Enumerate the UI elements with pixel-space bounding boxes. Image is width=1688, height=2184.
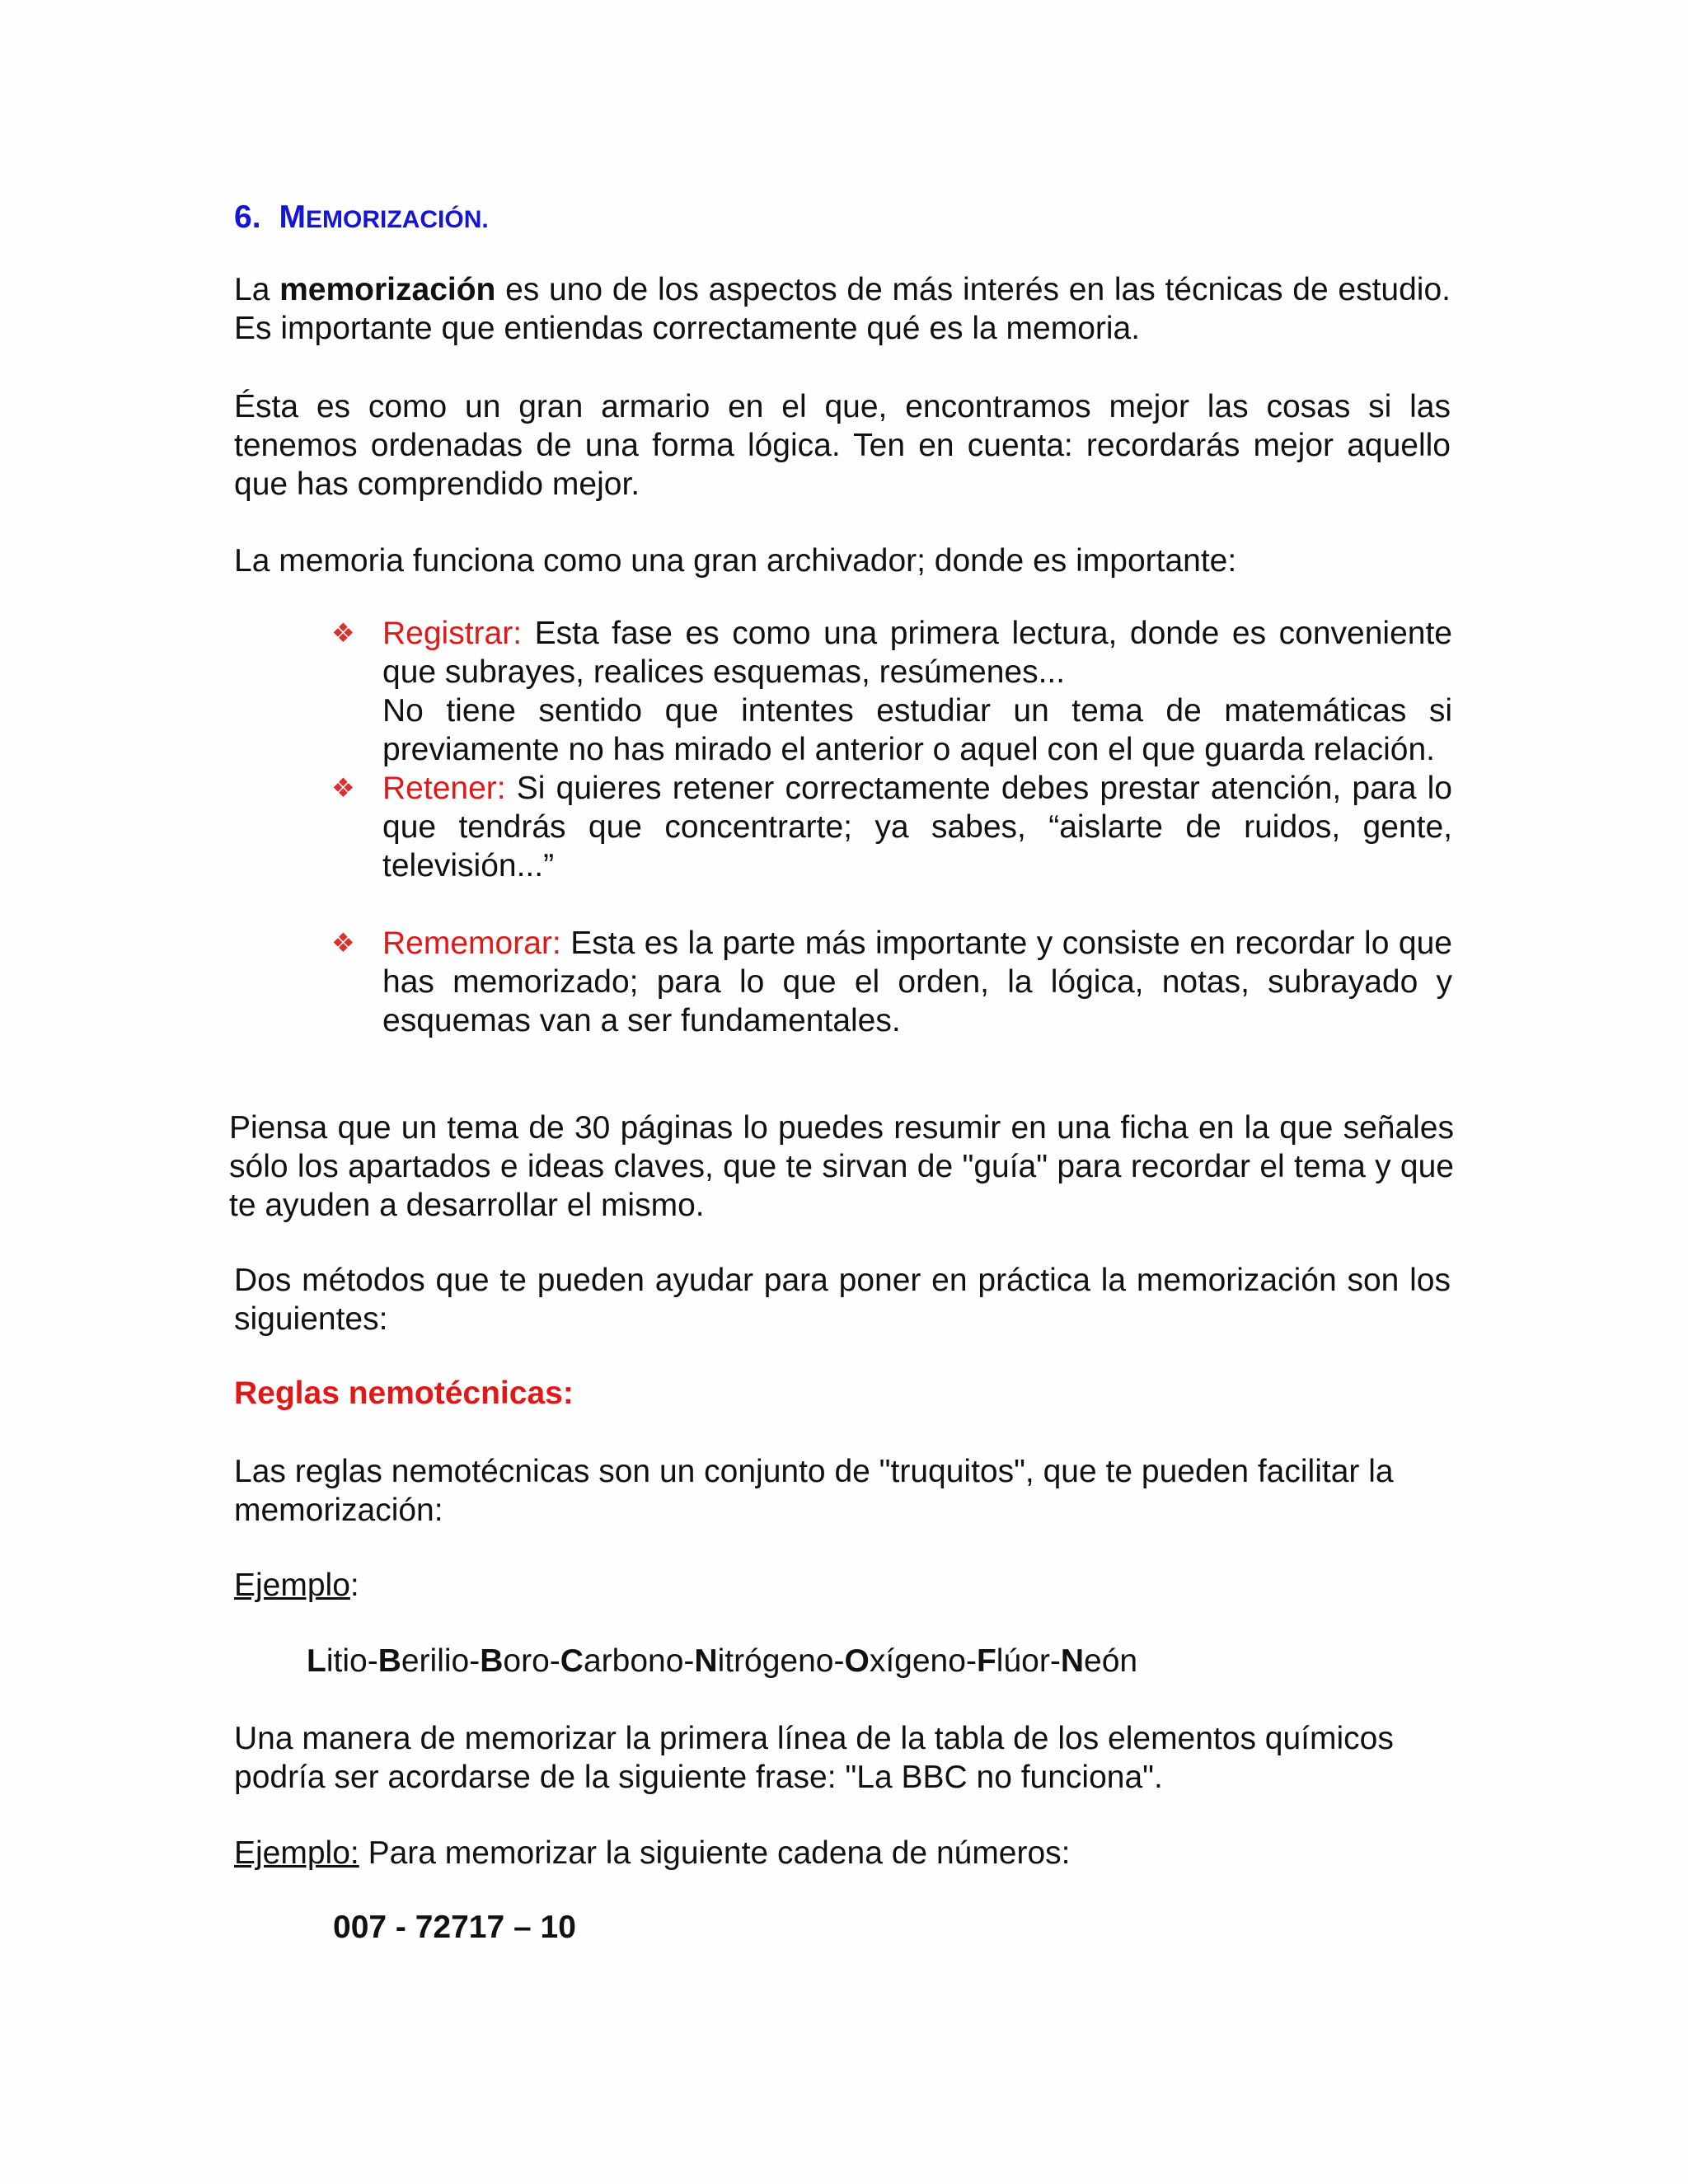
number-chain: 007 - 72717 – 10 (333, 1910, 576, 1945)
example-label-1 (234, 1566, 359, 1605)
term-retener: Retener: (382, 771, 506, 806)
element-rest: erilio (401, 1643, 470, 1679)
example-label-text: Ejemplo (234, 1568, 350, 1603)
element-separator: - (549, 1643, 560, 1679)
text-registrar-extra: No tiene sentido que intentes estudiar un tema de matemáticas si previamente no has mirado el anterior o aquel con el que guarda relación. (382, 693, 1452, 767)
element-initial: C (560, 1643, 584, 1679)
example-label-2 (234, 1834, 1071, 1872)
list-item-rememorar (331, 924, 1452, 1040)
intro-bold-term: memorización (279, 272, 496, 307)
section-heading (234, 198, 489, 239)
element-rest: arbono (583, 1643, 684, 1679)
intro-prefix: La (234, 272, 280, 307)
element-initial: F (976, 1643, 996, 1679)
diamond-bullet-icon: ❖ (331, 618, 355, 648)
element-initial: B (377, 1643, 401, 1679)
memory-phases-list (331, 614, 1452, 1040)
paragraph-tema: Piensa que un tema de 30 páginas lo puedes resumir en una ficha en la que señales sólo los apartados e ideas claves, que te sirvan de "guía" para recordar el tema y que te ayuden a desarrollar el mismo. (229, 1110, 1454, 1223)
element-separator: - (1049, 1643, 1061, 1679)
element-initial: B (480, 1643, 504, 1679)
element-initial: O (844, 1643, 870, 1679)
diamond-bullet-icon: ❖ (331, 773, 355, 803)
element-rest: oro (503, 1643, 550, 1679)
element-separator: - (833, 1643, 845, 1679)
text-retener: Si quieres retener correctamente debes prestar atención, para lo que tendrás que concentrarte; ya sabes, “aislarte de ruidos, gente, televisión...” (382, 771, 1452, 883)
example-label-colon: : (349, 1568, 359, 1603)
element-rest: lúor (996, 1643, 1050, 1679)
term-rememorar: Rememorar: (382, 926, 561, 961)
example-description: Para memorizar la siguiente cadena de números: (359, 1835, 1071, 1871)
paragraph-bbc: Una manera de memorizar la primera línea de la tabla de los elementos químicos podría ser acordarse de la siguiente frase: "La BBC no funciona". (234, 1721, 1394, 1795)
term-registrar: Registrar: (382, 616, 523, 651)
text-rememorar: Esta es la parte más importante y consiste en recordar lo que has memorizado; para lo que el orden, la lógica, notas, subrayado y esquemas van a ser fundamentales. (382, 926, 1452, 1038)
paragraph-metodos: Dos métodos que te pueden ayudar para poner en práctica la memorización son los siguientes: (234, 1263, 1451, 1337)
element-initial: L (307, 1643, 326, 1679)
heading-rest: EMORIZACIÓN. (306, 206, 489, 233)
paragraph-armario: Ésta es como un gran armario en el que, encontramos mejor las cosas si las tenemos ordenadas de una forma lógica. Ten en cuenta: recordarás mejor aquello que has comprendido mejor. (234, 389, 1451, 502)
element-rest: itio (326, 1643, 368, 1679)
element-initial: N (694, 1643, 718, 1679)
element-rest: eón (1084, 1643, 1138, 1679)
intro-suffix: es uno de los aspectos de más interés en las técnicas de estudio. Es importante que entiendas correctamente qué es la memoria. (234, 272, 1451, 346)
text-registrar: Esta fase es como una primera lectura, donde es conveniente que subrayes, realices esquemas, resúmenes... (382, 616, 1452, 690)
list-item-retener (331, 769, 1452, 885)
elements-mnemonic-line (307, 1642, 1137, 1680)
element-rest: itrógeno (717, 1643, 834, 1679)
list-item-registrar (331, 614, 1452, 769)
intro-paragraph (234, 270, 1451, 348)
diamond-bullet-icon: ❖ (331, 928, 355, 958)
element-initial: N (1060, 1643, 1084, 1679)
element-separator: - (469, 1643, 481, 1679)
heading-first-letter: M (279, 199, 307, 235)
paragraph-reglas: Las reglas nemotécnicas son un conjunto de "truquitos", que te pueden facilitar la memorización: (234, 1454, 1394, 1528)
subheading-reglas: Reglas nemotécnicas: (234, 1376, 574, 1411)
paragraph-archivador: La memoria funciona como una gran archivador; donde es importante: (234, 543, 1237, 579)
element-separator: - (965, 1643, 977, 1679)
element-rest: xígeno (869, 1643, 966, 1679)
element-separator: - (367, 1643, 378, 1679)
element-separator: - (683, 1643, 695, 1679)
example-label-text: Ejemplo: (234, 1835, 359, 1871)
section-number: 6. (234, 199, 261, 235)
